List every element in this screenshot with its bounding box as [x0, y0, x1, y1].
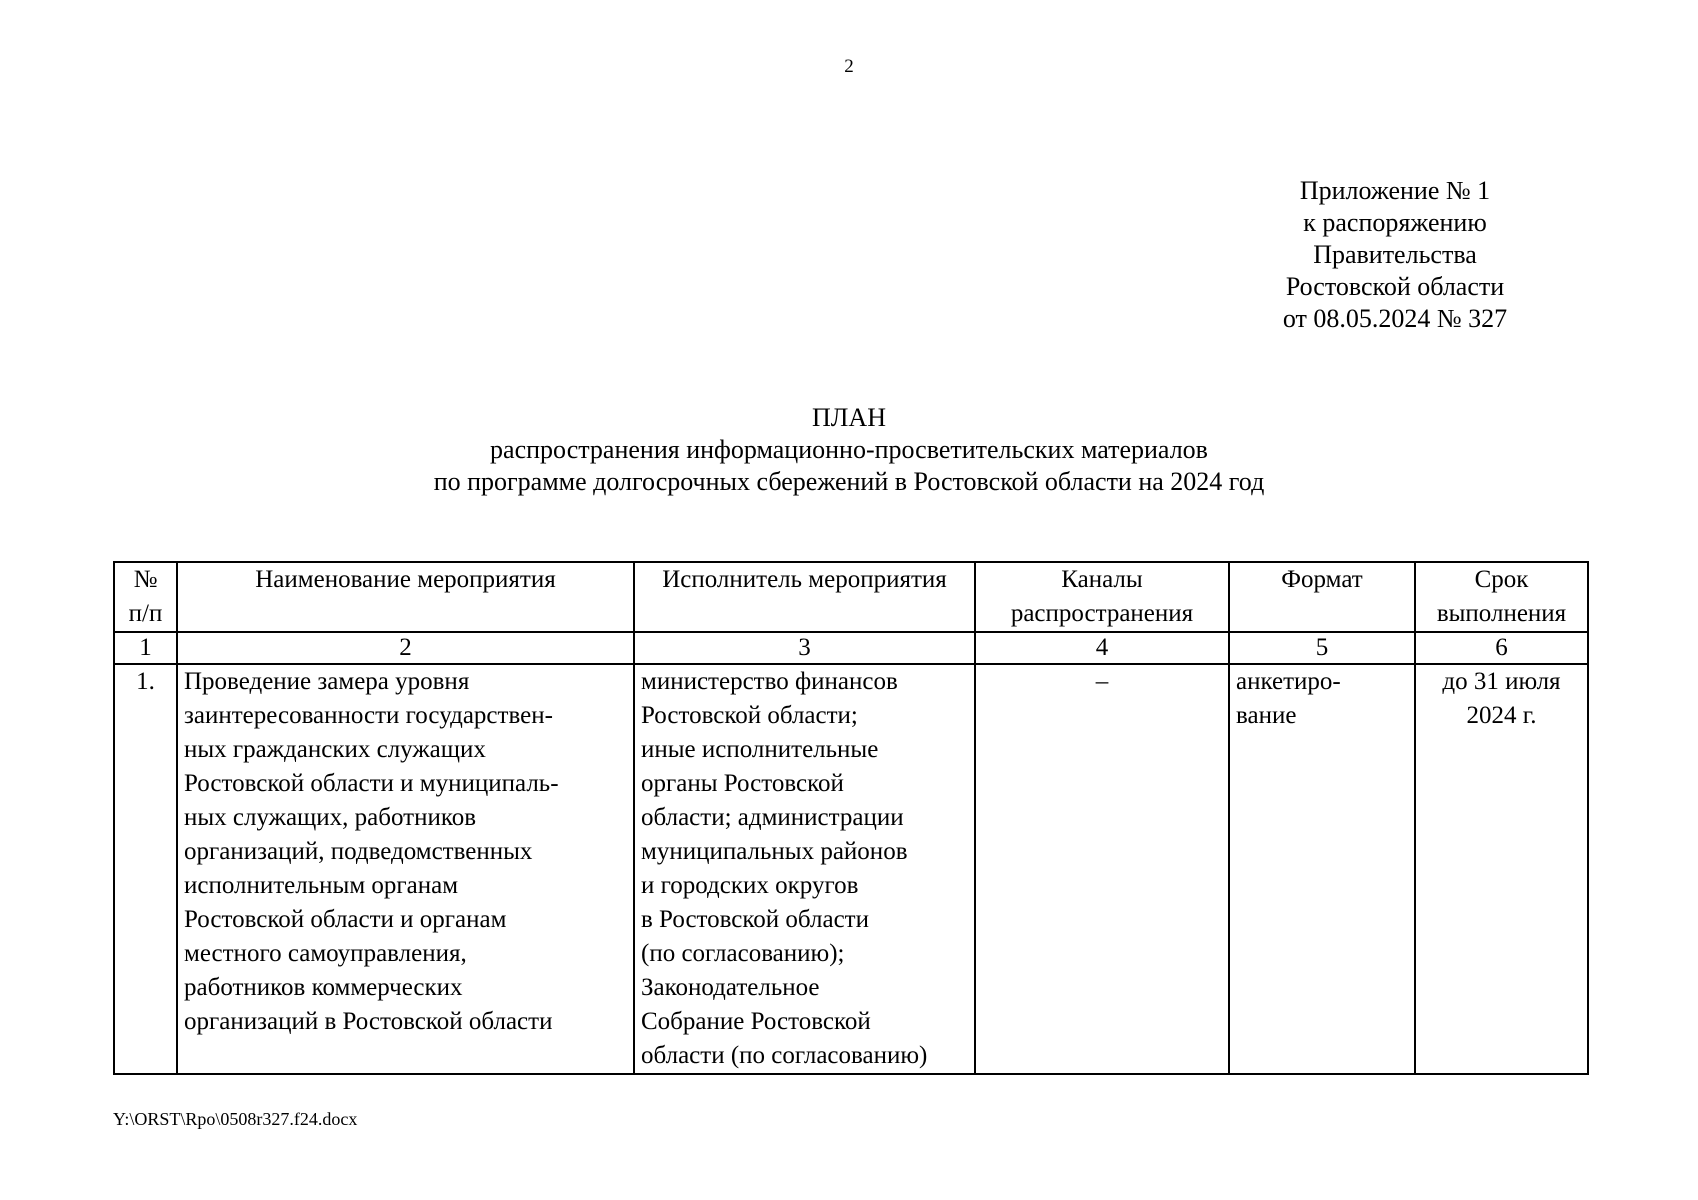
column-number: 2	[177, 632, 634, 664]
plan-table	[113, 561, 1589, 1075]
appendix-block	[1230, 175, 1560, 335]
column-number: 3	[634, 632, 975, 664]
row-deadline: до 31 июля 2024 г.	[1415, 664, 1588, 1074]
column-number: 6	[1415, 632, 1588, 664]
header-format: Формат	[1229, 562, 1415, 632]
table-row	[114, 664, 1588, 1074]
header-channels: Каналы распространения	[975, 562, 1229, 632]
appendix-line: Правительства	[1313, 240, 1477, 269]
document-title	[0, 402, 1698, 498]
title-line: по программе долгосрочных сбережений в Ростовской области на 2024 год	[433, 467, 1265, 496]
header-name: Наименование мероприятия	[177, 562, 634, 632]
footer-file-path: Y:\ORST\Rpo\0508r327.f24.docx	[113, 1109, 358, 1129]
row-format: анкетиро- вание	[1229, 664, 1415, 1074]
column-number: 5	[1229, 632, 1415, 664]
row-num: 1.	[114, 664, 177, 1074]
column-number: 4	[975, 632, 1229, 664]
header-executor: Исполнитель мероприятия	[634, 562, 975, 632]
column-numbers-row	[114, 632, 1588, 664]
appendix-line: Ростовской области	[1285, 272, 1505, 301]
page-number: 2	[844, 56, 854, 77]
title-line: распространения информационно-просветительских материалов	[490, 435, 1208, 464]
appendix-line: к распоряжению	[1303, 208, 1487, 237]
row-channels: –	[975, 664, 1229, 1074]
table-header-row	[114, 562, 1588, 632]
appendix-line: Приложение № 1	[1299, 176, 1491, 205]
column-number: 1	[114, 632, 177, 664]
appendix-line: от 08.05.2024 № 327	[1282, 304, 1508, 333]
header-num: № п/п	[114, 562, 177, 632]
title-heading: ПЛАН	[812, 403, 886, 432]
row-name: Проведение замера уровня заинтересованности государствен- ных гражданских служащих Ростовской области и муниципаль- ных служащих, работников организаций, подведомственных исполнительным органам Ростовской области и органам местного самоуправления, работников коммерческих организаций в Ростовской области	[177, 664, 634, 1074]
row-executor: министерство финансов Ростовской области; иные исполнительные органы Ростовской области; администрации муниципальных районов и городских округов в Ростовской области (по согласованию); Законодательное Собрание Ростовской области (по согласованию)	[634, 664, 975, 1074]
header-deadline: Срок выполнения	[1415, 562, 1588, 632]
